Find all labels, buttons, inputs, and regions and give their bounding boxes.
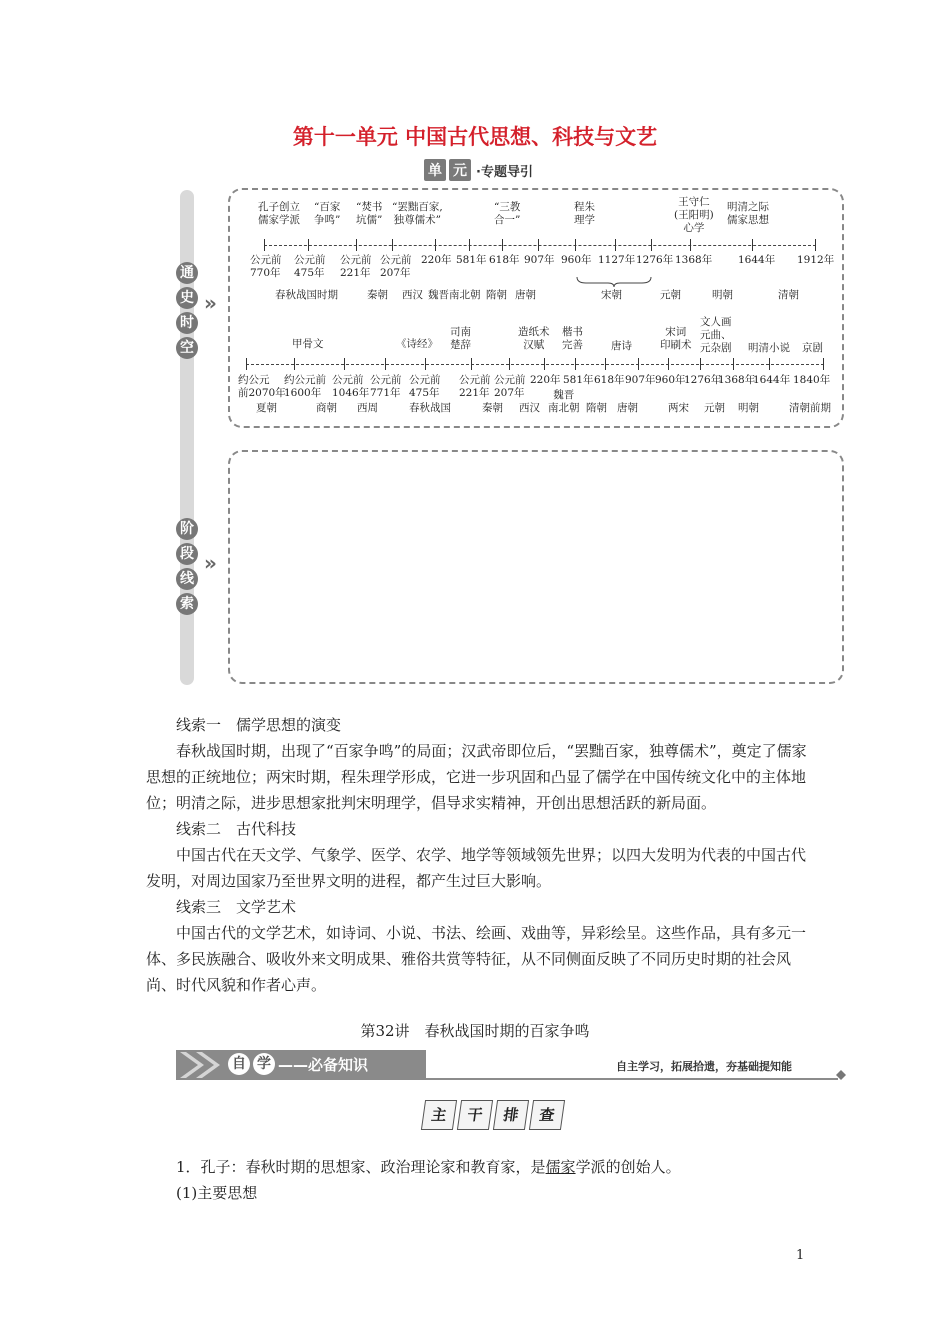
tl1-tick	[435, 239, 436, 251]
tl2-date: 公元前 475年	[409, 374, 441, 399]
tl2-date: 618年	[594, 374, 625, 386]
tl1-tick	[575, 239, 576, 251]
tl1-date: 公元前 475年	[294, 254, 326, 279]
main-check-heading	[423, 1100, 567, 1130]
tl2-tick	[823, 358, 824, 370]
tl1-date: 907年	[524, 254, 555, 266]
tl2-tick	[700, 358, 701, 370]
tl1-tick	[615, 239, 616, 251]
tl1-date: 1912年	[797, 254, 835, 266]
tl2-date: 1276年	[684, 374, 722, 386]
tl1-tick	[752, 239, 753, 251]
tl1-tick	[264, 239, 265, 251]
tl1-tick	[538, 239, 539, 251]
banner-title: ——必备知识	[278, 1055, 369, 1074]
tl1-event: “罢黜百家, 独尊儒术”	[392, 201, 443, 226]
clue-body: 中国古代的文学艺术，如诗词、小说、书法、绘画、戏曲等，异彩绘呈。这些作品，具有多元一体、多民族融合、吸收外来文明成果、雅俗共赏等特征，从不同侧面反映了不同历史时期的社会风尚、时代风貌和作者心声。	[146, 924, 807, 994]
tl1-date: 220年	[421, 254, 452, 266]
side-label-history-timespace	[176, 262, 198, 359]
tl2-date: 公元前 771年	[370, 374, 402, 399]
chevron-right-icon: »	[204, 291, 217, 315]
tl2-event: 楷书 完善	[562, 326, 583, 351]
tl2-date: 907年	[625, 374, 656, 386]
tl2-date: 960年	[655, 374, 686, 386]
tl2-tick	[638, 358, 639, 370]
tl1-tick	[356, 239, 357, 251]
side-char: 空	[176, 337, 198, 359]
clue-heading: 线索三 文学艺术	[176, 898, 297, 916]
tl1-event: “三教 合一”	[494, 201, 521, 226]
chevron-right-icon: »	[204, 551, 217, 575]
banner-char-2: 学	[253, 1053, 275, 1075]
zg-char: 干	[457, 1100, 493, 1130]
stage-clues-box	[228, 450, 844, 684]
clues-section	[146, 712, 816, 998]
tl1-tick	[690, 239, 691, 251]
tl2-tick	[344, 358, 345, 370]
tl2-tick	[425, 358, 426, 370]
tl2-tick	[733, 358, 734, 370]
side-char: 线	[176, 568, 198, 590]
tl2-period: 隋朝	[586, 402, 607, 414]
tl1-period: 宋朝	[601, 289, 622, 301]
page-number: 1	[796, 1248, 805, 1263]
tl2-tick	[471, 358, 472, 370]
side-char: 通	[176, 262, 198, 284]
tl1-event: 孔子创立 儒家学派	[258, 201, 300, 226]
side-label-stage-clues	[176, 518, 198, 615]
zg-char: 排	[493, 1100, 529, 1130]
tl1-date: 公元前 770年	[250, 254, 282, 279]
tl1-date: 581年	[456, 254, 487, 266]
tl1-event: 程朱 理学	[574, 201, 595, 226]
tl1-period: 清朝	[778, 289, 799, 301]
zg-char: 主	[421, 1100, 457, 1130]
self-study-banner	[176, 1050, 848, 1080]
tl1-date: 618年	[489, 254, 520, 266]
tl2-period: 清朝前期	[789, 402, 831, 414]
tl1-date: 公元前 221年	[340, 254, 372, 279]
tl2-period: 西汉	[519, 402, 540, 414]
tl1-period: 唐朝	[515, 289, 536, 301]
tl1-date: 公元前 207年	[380, 254, 412, 279]
badge-char-1: 单	[424, 159, 446, 181]
side-char: 史	[176, 287, 198, 309]
badge-text: ·专题导引	[476, 164, 533, 180]
tl1-date: 1276年	[636, 254, 674, 266]
tl1-axis	[264, 245, 816, 246]
tl1-tick	[502, 239, 503, 251]
tl1-period: 春秋战国时期	[275, 289, 338, 301]
item-1-text: 1．孔子：春秋时期的思想家、政治理论家和教育家，是	[176, 1158, 546, 1176]
tl2-event: 明清小说	[748, 342, 790, 354]
tl1-period: 西汉	[402, 289, 423, 301]
tl2-period: 西周	[357, 402, 378, 414]
tl2-period: 两宋	[668, 402, 689, 414]
tl2-event: 甲骨文	[292, 338, 324, 350]
tl1-period: 魏晋南北朝	[428, 289, 481, 301]
side-char: 时	[176, 312, 198, 334]
clue-heading: 线索一 儒学思想的演变	[176, 716, 342, 734]
item-1-text-end: 学派的创始人。	[575, 1158, 681, 1176]
tl2-event: 造纸术 汉赋	[518, 326, 550, 351]
side-char: 段	[176, 543, 198, 565]
tl2-date: 公元前 207年	[494, 374, 526, 399]
tl1-event: “焚书 坑儒”	[356, 201, 383, 226]
tl2-event: 京剧	[802, 342, 823, 354]
tl2-date: 公元前 221年	[459, 374, 491, 399]
tl2-tick	[668, 358, 669, 370]
tl1-date: 1127年	[598, 254, 636, 266]
tl2-tick	[509, 358, 510, 370]
clue-body: 春秋战国时期，出现了“百家争鸣”的局面；汉武帝即位后，“罢黜百家，独尊儒术”，奠定了儒家思想的正统地位；两宋时期，程朱理学形成，它进一步巩固和凸显了儒学在中国传统文化中的主体地位；明清之际，进步思想家批判宋明理学，倡导求实精神，开创出思想活跃的新局面。	[146, 742, 807, 812]
tl2-date: 1644年	[753, 374, 791, 386]
tl2-event: 文人画 元曲、 元杂剧	[700, 316, 732, 354]
tl1-tick	[651, 239, 652, 251]
tl1-period: 秦朝	[367, 289, 388, 301]
tl1-period: 元朝	[660, 289, 681, 301]
tl2-date: 1368年	[718, 374, 756, 386]
tl2-date: 1840年	[793, 374, 831, 386]
tl2-period: 魏晋 南北朝	[548, 389, 580, 414]
banner-char-1: 自	[228, 1053, 250, 1075]
zg-char: 查	[529, 1100, 565, 1130]
tl1-date: 1644年	[738, 254, 776, 266]
tl1-event: “百家 争鸣”	[314, 201, 341, 226]
tl2-period: 明朝	[738, 402, 759, 414]
tl2-period: 元朝	[704, 402, 725, 414]
tl2-tick	[544, 358, 545, 370]
tl2-period: 春秋战国	[409, 402, 451, 414]
tl1-date: 960年	[561, 254, 592, 266]
tl2-date: 约公元 前2070年	[238, 374, 286, 399]
tl2-tick	[769, 358, 770, 370]
item-1	[176, 1154, 816, 1180]
tl2-tick	[246, 358, 247, 370]
tl2-tick	[575, 358, 576, 370]
tl2-tick	[385, 358, 386, 370]
tl1-tick	[392, 239, 393, 251]
tl2-event: 司南 楚辞	[450, 326, 471, 351]
tl2-date: 220年	[530, 374, 561, 386]
tl2-period: 商朝	[316, 402, 337, 414]
tl2-event: 《诗经》	[396, 338, 438, 350]
tl1-period: 明朝	[712, 289, 733, 301]
side-char: 阶	[176, 518, 198, 540]
clue-body: 中国古代在天文学、气象学、医学、农学、地学等领域领先世界；以四大发明为代表的中国古代发明，对周边国家乃至世界文明的进程，都产生过巨大影响。	[146, 846, 807, 890]
tl1-period: 隋朝	[486, 289, 507, 301]
item-1-sub: (1)主要思想	[176, 1184, 258, 1202]
tl2-date: 约公元前 1600年	[284, 374, 326, 399]
tl1-tick	[308, 239, 309, 251]
tl2-period: 夏朝	[256, 402, 277, 414]
tl1-event: 明清之际 儒家思想	[727, 201, 769, 226]
tl1-event: 王守仁 (王阳明) 心学	[674, 196, 714, 234]
tl1-tick	[815, 239, 816, 251]
tl2-axis	[246, 364, 824, 365]
tl2-date: 581年	[563, 374, 594, 386]
tl2-date: 公元前 1046年	[332, 374, 370, 399]
side-char: 索	[176, 593, 198, 615]
banner-slogan: 自主学习，拓展拾遗，夯基础提知能	[616, 1060, 792, 1073]
tl2-period: 唐朝	[617, 402, 638, 414]
song-brace	[576, 276, 652, 288]
tl2-tick	[605, 358, 606, 370]
unit-title: 第十一单元 中国古代思想、科技与文艺	[292, 125, 658, 149]
lecture-title: 第32讲 春秋战国时期的百家争鸣	[360, 1022, 590, 1040]
item-1-answer: 儒家	[545, 1158, 576, 1176]
clue-heading: 线索二 古代科技	[176, 820, 297, 838]
tl1-tick	[469, 239, 470, 251]
unit-guide-badge	[424, 158, 533, 182]
tl1-date: 1368年	[675, 254, 713, 266]
tl2-tick	[294, 358, 295, 370]
tl2-event: 唐诗	[611, 340, 632, 352]
tl2-event: 宋词 印刷术	[660, 326, 692, 351]
badge-char-2: 元	[449, 159, 471, 181]
tl2-period: 秦朝	[482, 402, 503, 414]
